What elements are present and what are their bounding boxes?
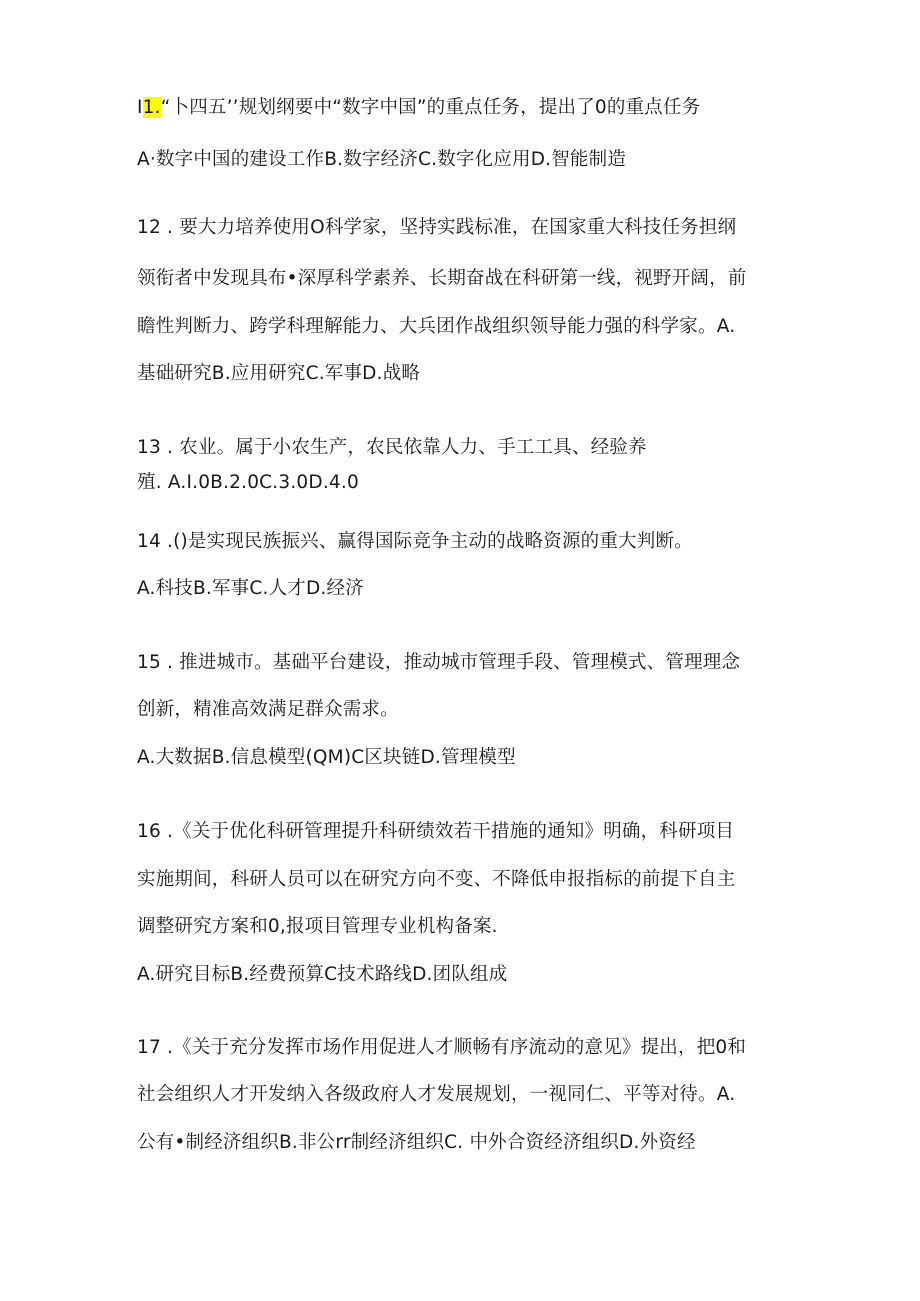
question-13-line-1: 13 . 农业。属于小农生产，农民依靠人力、手工工具、经验养 [137, 437, 647, 458]
question-17-line-1: 17 .《关于充分发挥市场作用促进人才顺畅有序流动的意见》提出，把0和 [137, 1037, 747, 1058]
question-12-line-2: 领衔者中发现具布•深厚科学素养、长期奋战在科研第一线，视野开阔，前 [137, 268, 747, 289]
question-12-line-1: 12 . 要大力培养使用O科学家，坚持实践标准，在国家重大科技任务担纲 [137, 217, 737, 238]
question-15-line-1: 15 . 推进城市。基础平台建设，推动城市管理手段、管理模式、管理理念 [137, 652, 741, 673]
question-16-line-1: 16 .《关于优化科研管理提升科研绩效若干措施的通知》明确，科研项目 [137, 821, 735, 842]
question-11-options: A·数字中国的建设工作B.数字经济C.数字化应用D.智能制造 [137, 149, 627, 170]
question-12-options: 基础研究B.应用研究C.军事D.战略 [137, 363, 421, 384]
question-16-options: A.研究目标B.经费预算C技术路线D.团队组成 [137, 964, 508, 985]
question-11-prefix: I [137, 97, 143, 118]
question-16-line-3: 调整研究方案和0,报项目管理专业机构备案. [137, 916, 498, 937]
question-17-line-2: 社会组织人才开发纳入各级政府人才发展规划，一视同仁、平等对待。A. [137, 1084, 736, 1105]
question-11-line-1 [137, 96, 700, 120]
question-11-number-highlight: 1. [142, 97, 161, 118]
question-16-line-2: 实施期间，科研人员可以在研究方向不变、不降低申报指标的前提下自主 [137, 869, 736, 890]
question-14-line-1: 14 .()是实现民族振兴、赢得国际竞争主动的战略资源的重大判断。 [137, 531, 693, 552]
question-14-options: A.科技B.军事C.人才D.经济 [137, 578, 364, 599]
question-13-options: 殖. A.I.0B.2.0C.3.0D.4.0 [137, 472, 359, 493]
question-11-text: “卜四五’’规划纲要中“数字中国”的重点任务，提出了0的重点任务 [160, 97, 701, 118]
question-12-line-3: 瞻性判断力、跨学科理解能力、大兵团作战组织领导能力强的科学家。A. [137, 316, 736, 337]
question-15-line-2: 创新，精准高效满足群众需求。 [137, 699, 399, 720]
question-15-options: A.大数据B.信息模型(QM)C区块链D.管理模型 [137, 747, 516, 768]
question-17-line-3: 公有•制经济组织B.非公rr制经济组织C. 中外合资经济组织D.外资经 [137, 1132, 696, 1153]
